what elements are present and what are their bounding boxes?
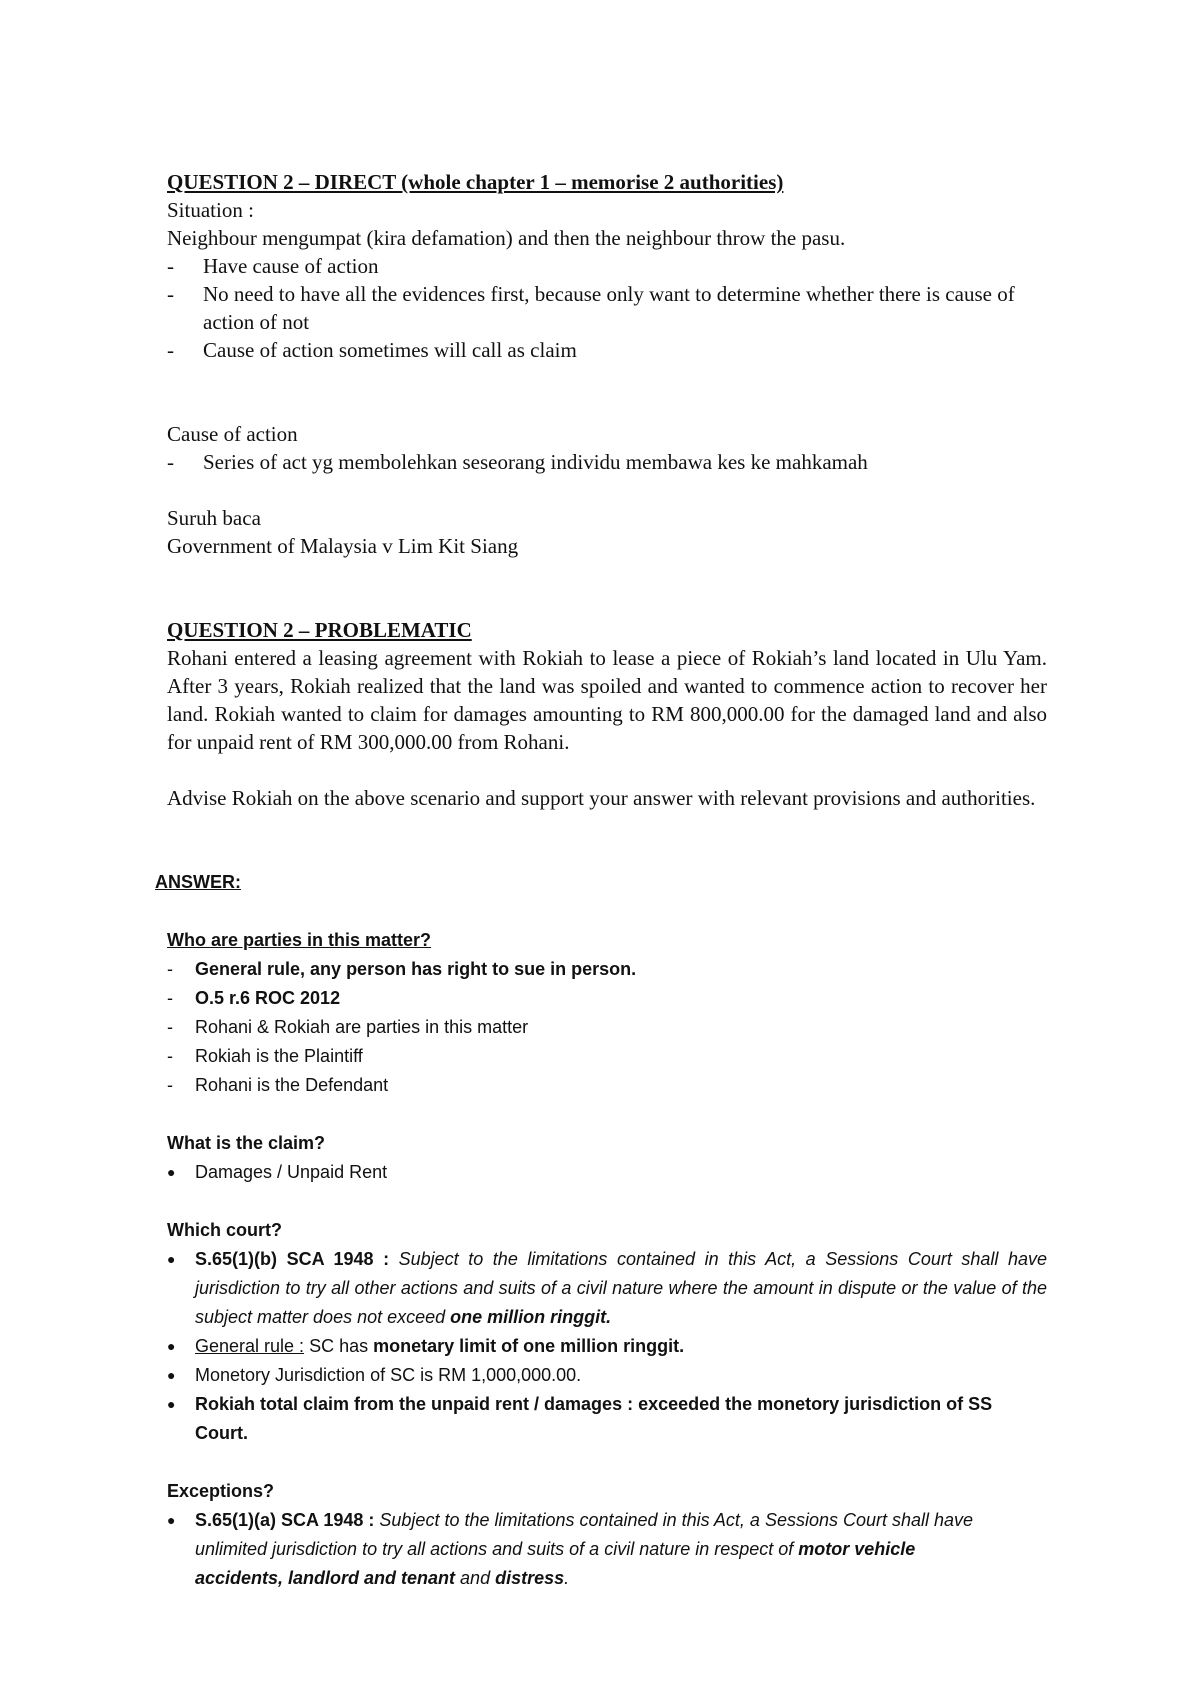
- list-item: - O.5 r.6 ROC 2012: [167, 984, 1047, 1013]
- list-item-text: Rokiah is the Plaintiff: [195, 1046, 363, 1066]
- list-item: [167, 1506, 1047, 1593]
- general-rule-sc: SC has: [304, 1336, 374, 1356]
- statute-quote: [195, 1506, 1047, 1593]
- statute-emphasis: motor vehicle accidents, landlord and tenant: [195, 1539, 916, 1588]
- situation-label: Situation :: [167, 198, 254, 222]
- statute-quote: [195, 1245, 1047, 1332]
- statute-text: Subject to the limitations contained in this Act, a Sessions Court shall have unlimited jurisdiction to try all actions and suits of a civil nature in respect of: [195, 1510, 974, 1559]
- bullet-icon: ●: [167, 1338, 176, 1354]
- list-item-text: Rohani & Rokiah are parties in this matter: [195, 1017, 529, 1037]
- bullet-icon: ●: [167, 1164, 176, 1180]
- list-item-text: Rohani is the Defendant: [195, 1075, 389, 1095]
- list-item: [167, 1390, 1047, 1448]
- statute-text: .: [564, 1568, 570, 1588]
- list-item-text: Damages / Unpaid Rent: [195, 1162, 388, 1182]
- list-item: [167, 1361, 1047, 1390]
- question-problematic-heading: QUESTION 2 – PROBLEMATIC: [167, 618, 472, 642]
- list-item: [167, 1158, 1047, 1187]
- list-item: [167, 1245, 1047, 1332]
- question-problematic-section: [167, 616, 1047, 868]
- list-item-text: Rokiah total claim from the unpaid rent / damages : exceeded the monetory jurisdiction of SS Court.: [195, 1394, 993, 1443]
- list-item: - General rule, any person has right to sue in person.: [167, 955, 1047, 984]
- statute-reference: S.65(1)(b) SCA 1948 :: [195, 1249, 390, 1269]
- bullet-icon: ●: [167, 1251, 176, 1267]
- bullet-icon: ●: [167, 1396, 176, 1412]
- list-item: - Rohani is the Defendant: [167, 1071, 1047, 1100]
- general-rule-label: General rule :: [195, 1336, 305, 1356]
- scenario-paragraph: Rohani entered a leasing agreement with Rokiah to lease a piece of Rokiah’s land located in Ulu Yam. After 3 years, Rokiah realized that the land was spoiled and wanted to commence action to recover her land. Rokiah wanted to claim for damages amounting to RM 800,000.00 for the damaged land and also for unpaid rent of RM 300,000.00 from Rohani.: [167, 646, 1047, 754]
- list-item-text: Cause of action sometimes will call as claim: [203, 338, 577, 362]
- bullet-icon: ●: [167, 1512, 176, 1528]
- bullet-icon: ●: [167, 1367, 176, 1383]
- suruh-baca-label: Suruh baca: [167, 506, 261, 530]
- statute-text: Subject to the limitations contained in this Act, a Sessions Court shall have jurisdiction to try all other actions and suits of a civil nature where the amount in dispute or the value of the subject matter does not exceed: [195, 1249, 1048, 1327]
- list-item-text: No need to have all the evidences first, because only want to determine whether there is cause of action of not: [203, 282, 1015, 334]
- question-direct-section: [167, 168, 1047, 616]
- list-item: [167, 1332, 1047, 1361]
- answer-label: ANSWER:: [155, 872, 241, 892]
- list-item-text: Series of act yg membolehkan seseorang individu membawa kes ke mahkamah: [203, 450, 868, 474]
- list-item: - Cause of action sometimes will call as claim: [167, 336, 1047, 364]
- exceptions-heading: Exceptions?: [167, 1481, 275, 1501]
- question-direct-heading: QUESTION 2 – DIRECT (whole chapter 1 – memorise 2 authorities): [167, 170, 784, 194]
- list-item: - Rohani & Rokiah are parties in this matter: [167, 1013, 1047, 1042]
- list-item-text: Monetory Jurisdiction of SC is RM 1,000,000.00.: [195, 1365, 582, 1385]
- list-item: - Rokiah is the Plaintiff: [167, 1042, 1047, 1071]
- statute-text: and: [455, 1568, 496, 1588]
- list-item: - No need to have all the evidences first, because only want to determine whether there is cause of action of not: [167, 280, 1047, 336]
- list-item: - Have cause of action: [167, 252, 1047, 280]
- statute-emphasis: one million ringgit.: [450, 1307, 612, 1327]
- list-item: - Series of act yg membolehkan seseorang individu membawa kes ke mahkamah: [167, 448, 1047, 476]
- list-item-text: General rule, any person has right to sue in person.: [195, 959, 637, 979]
- list-item-text: Have cause of action: [203, 254, 379, 278]
- claim-heading: What is the claim?: [167, 1133, 326, 1153]
- parties-heading: Who are parties in this matter?: [167, 930, 432, 950]
- general-rule-text: [195, 1332, 1047, 1361]
- case-reference: Government of Malaysia v Lim Kit Siang: [167, 534, 519, 558]
- statute-emphasis: distress: [495, 1568, 565, 1588]
- general-rule-limit: monetary limit of one million ringgit.: [373, 1336, 685, 1356]
- answer-section: [155, 868, 1048, 1593]
- advise-paragraph: Advise Rokiah on the above scenario and support your answer with relevant provisions and authorities.: [167, 786, 1036, 810]
- list-item-text: O.5 r.6 ROC 2012: [195, 988, 341, 1008]
- situation-text: Neighbour mengumpat (kira defamation) and then the neighbour throw the pasu.: [167, 226, 846, 250]
- court-heading: Which court?: [167, 1220, 282, 1240]
- cause-of-action-label: Cause of action: [167, 422, 298, 446]
- statute-reference: S.65(1)(a) SCA 1948 :: [195, 1510, 375, 1530]
- document-page: [155, 168, 1048, 1593]
